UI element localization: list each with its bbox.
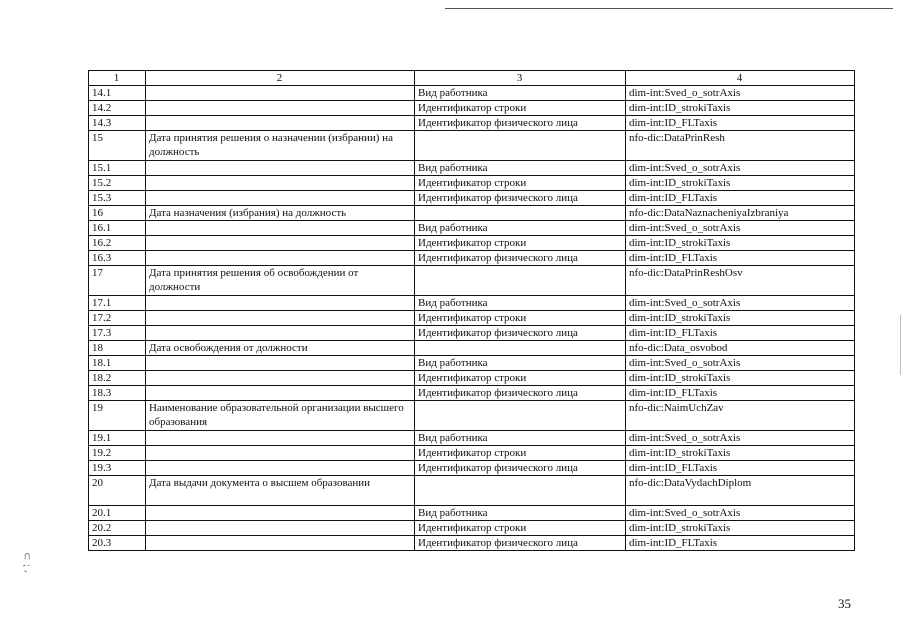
row-number-cell: 19.3	[89, 461, 146, 476]
element-code-cell: nfo-dic:DataPrinResh	[626, 131, 855, 161]
element-name-cell	[146, 116, 415, 131]
dimension-cell	[415, 401, 626, 431]
dimension-cell: Идентификатор строки	[415, 176, 626, 191]
header-col-2: 2	[146, 71, 415, 86]
dimension-cell: Идентификатор строки	[415, 236, 626, 251]
element-name-cell	[146, 221, 415, 236]
element-name-cell	[146, 521, 415, 536]
row-number-cell: 18.2	[89, 371, 146, 386]
dimension-cell: Вид работника	[415, 431, 626, 446]
row-number-cell: 15.2	[89, 176, 146, 191]
row-number-cell: 17.2	[89, 311, 146, 326]
element-code-cell: dim-int:Sved_o_sotrAxis	[626, 431, 855, 446]
table-row	[89, 101, 855, 116]
row-number-cell: 17	[89, 266, 146, 296]
dimension-cell: Идентификатор строки	[415, 446, 626, 461]
row-number-cell: 20.1	[89, 506, 146, 521]
element-name-cell: Дата освобождения от должности	[146, 341, 415, 356]
table-row	[89, 326, 855, 341]
dimension-cell: Идентификатор строки	[415, 311, 626, 326]
dimension-cell: Вид работника	[415, 221, 626, 236]
element-code-cell: nfo-dic:DataNaznacheniyaIzbraniya	[626, 206, 855, 221]
table-row	[89, 461, 855, 476]
scan-artifact: ⊂ ⁏ ⸴	[21, 552, 32, 573]
dimension-cell: Вид работника	[415, 296, 626, 311]
row-number-cell: 19	[89, 401, 146, 431]
element-name-cell	[146, 446, 415, 461]
row-number-cell: 18	[89, 341, 146, 356]
element-code-cell: nfo-dic:DataPrinReshOsv	[626, 266, 855, 296]
row-number-cell: 14.3	[89, 116, 146, 131]
table-row	[89, 296, 855, 311]
element-name-cell	[146, 101, 415, 116]
element-code-cell: dim-int:ID_strokiTaxis	[626, 236, 855, 251]
table-row	[89, 191, 855, 206]
dimension-cell	[415, 206, 626, 221]
element-code-cell: dim-int:ID_FLTaxis	[626, 536, 855, 551]
element-name-cell: Дата принятия решения об освобождении от должности	[146, 266, 415, 296]
row-number-cell: 15	[89, 131, 146, 161]
row-number-cell: 19.1	[89, 431, 146, 446]
element-code-cell: dim-int:Sved_o_sotrAxis	[626, 296, 855, 311]
element-code-cell: dim-int:Sved_o_sotrAxis	[626, 221, 855, 236]
header-col-4: 4	[626, 71, 855, 86]
table-row	[89, 506, 855, 521]
table-row	[89, 116, 855, 131]
dimension-cell	[415, 476, 626, 506]
row-number-cell: 17.1	[89, 296, 146, 311]
table-row	[89, 311, 855, 326]
table-row	[89, 446, 855, 461]
row-number-cell: 18.1	[89, 356, 146, 371]
element-name-cell	[146, 536, 415, 551]
element-code-cell: dim-int:ID_FLTaxis	[626, 191, 855, 206]
element-name-cell: Дата выдачи документа о высшем образовании	[146, 476, 415, 506]
element-name-cell: Наименование образовательной организации высшего образования	[146, 401, 415, 431]
dimension-cell: Идентификатор физического лица	[415, 386, 626, 401]
element-name-cell	[146, 506, 415, 521]
element-name-cell	[146, 176, 415, 191]
element-code-cell: dim-int:ID_strokiTaxis	[626, 101, 855, 116]
element-code-cell: dim-int:ID_FLTaxis	[626, 386, 855, 401]
dimension-cell: Идентификатор строки	[415, 521, 626, 536]
table-row	[89, 86, 855, 101]
table-row	[89, 221, 855, 236]
table-row	[89, 251, 855, 266]
element-code-cell: dim-int:Sved_o_sotrAxis	[626, 161, 855, 176]
table-row	[89, 341, 855, 356]
dimension-cell: Идентификатор физического лица	[415, 116, 626, 131]
table-row	[89, 386, 855, 401]
row-number-cell: 14.2	[89, 101, 146, 116]
table-row	[89, 431, 855, 446]
dimension-cell: Вид работника	[415, 506, 626, 521]
element-code-cell: nfo-dic:DataVydachDiplom	[626, 476, 855, 506]
header-col-3: 3	[415, 71, 626, 86]
element-name-cell	[146, 251, 415, 266]
scan-edge-mark	[900, 315, 901, 375]
table-row	[89, 206, 855, 221]
element-name-cell	[146, 386, 415, 401]
dimension-cell: Идентификатор строки	[415, 101, 626, 116]
row-number-cell: 19.2	[89, 446, 146, 461]
table-row	[89, 161, 855, 176]
dimension-cell	[415, 341, 626, 356]
dimension-cell: Идентификатор строки	[415, 371, 626, 386]
page-number: 35	[838, 596, 851, 611]
dimension-cell: Вид работника	[415, 356, 626, 371]
dimension-cell: Идентификатор физического лица	[415, 536, 626, 551]
row-number-cell: 16.3	[89, 251, 146, 266]
taxonomy-table	[88, 70, 855, 551]
table-row	[89, 536, 855, 551]
element-name-cell	[146, 461, 415, 476]
element-code-cell: dim-int:Sved_o_sotrAxis	[626, 356, 855, 371]
element-code-cell: dim-int:ID_strokiTaxis	[626, 521, 855, 536]
dimension-cell: Идентификатор физического лица	[415, 191, 626, 206]
row-number-cell: 15.1	[89, 161, 146, 176]
element-name-cell	[146, 191, 415, 206]
table-row	[89, 476, 855, 506]
row-number-cell: 20	[89, 476, 146, 506]
element-code-cell: dim-int:ID_strokiTaxis	[626, 311, 855, 326]
element-code-cell: dim-int:ID_FLTaxis	[626, 326, 855, 341]
top-rule	[445, 8, 893, 9]
element-name-cell	[146, 356, 415, 371]
element-code-cell: dim-int:ID_FLTaxis	[626, 251, 855, 266]
row-number-cell: 20.2	[89, 521, 146, 536]
table-row	[89, 356, 855, 371]
element-code-cell: nfo-dic:NaimUchZav	[626, 401, 855, 431]
element-name-cell	[146, 86, 415, 101]
dimension-cell: Идентификатор физического лица	[415, 251, 626, 266]
element-code-cell: dim-int:ID_FLTaxis	[626, 461, 855, 476]
table-row	[89, 176, 855, 191]
row-number-cell: 20.3	[89, 536, 146, 551]
element-code-cell: dim-int:ID_strokiTaxis	[626, 176, 855, 191]
element-code-cell: dim-int:Sved_o_sotrAxis	[626, 86, 855, 101]
table-body	[89, 86, 855, 551]
row-number-cell: 14.1	[89, 86, 146, 101]
dimension-cell	[415, 131, 626, 161]
row-number-cell: 16.2	[89, 236, 146, 251]
dimension-cell	[415, 266, 626, 296]
element-name-cell	[146, 296, 415, 311]
dimension-cell: Идентификатор физического лица	[415, 461, 626, 476]
element-name-cell	[146, 326, 415, 341]
element-name-cell	[146, 431, 415, 446]
header-row	[89, 71, 855, 86]
element-name-cell	[146, 311, 415, 326]
table-row	[89, 236, 855, 251]
table-row	[89, 401, 855, 431]
dimension-cell: Идентификатор физического лица	[415, 326, 626, 341]
element-name-cell: Дата принятия решения о назначении (избрании) на должность	[146, 131, 415, 161]
table-row	[89, 371, 855, 386]
row-number-cell: 16	[89, 206, 146, 221]
table-row	[89, 521, 855, 536]
row-number-cell: 16.1	[89, 221, 146, 236]
row-number-cell: 17.3	[89, 326, 146, 341]
element-name-cell	[146, 371, 415, 386]
element-name-cell	[146, 161, 415, 176]
element-name-cell	[146, 236, 415, 251]
row-number-cell: 15.3	[89, 191, 146, 206]
element-code-cell: dim-int:ID_strokiTaxis	[626, 371, 855, 386]
row-number-cell: 18.3	[89, 386, 146, 401]
element-code-cell: dim-int:Sved_o_sotrAxis	[626, 506, 855, 521]
table-row	[89, 131, 855, 161]
header-col-1: 1	[89, 71, 146, 86]
element-name-cell: Дата назначения (избрания) на должность	[146, 206, 415, 221]
table-row	[89, 266, 855, 296]
dimension-cell: Вид работника	[415, 86, 626, 101]
element-code-cell: nfo-dic:Data_osvobod	[626, 341, 855, 356]
dimension-cell: Вид работника	[415, 161, 626, 176]
element-code-cell: dim-int:ID_FLTaxis	[626, 116, 855, 131]
element-code-cell: dim-int:ID_strokiTaxis	[626, 446, 855, 461]
